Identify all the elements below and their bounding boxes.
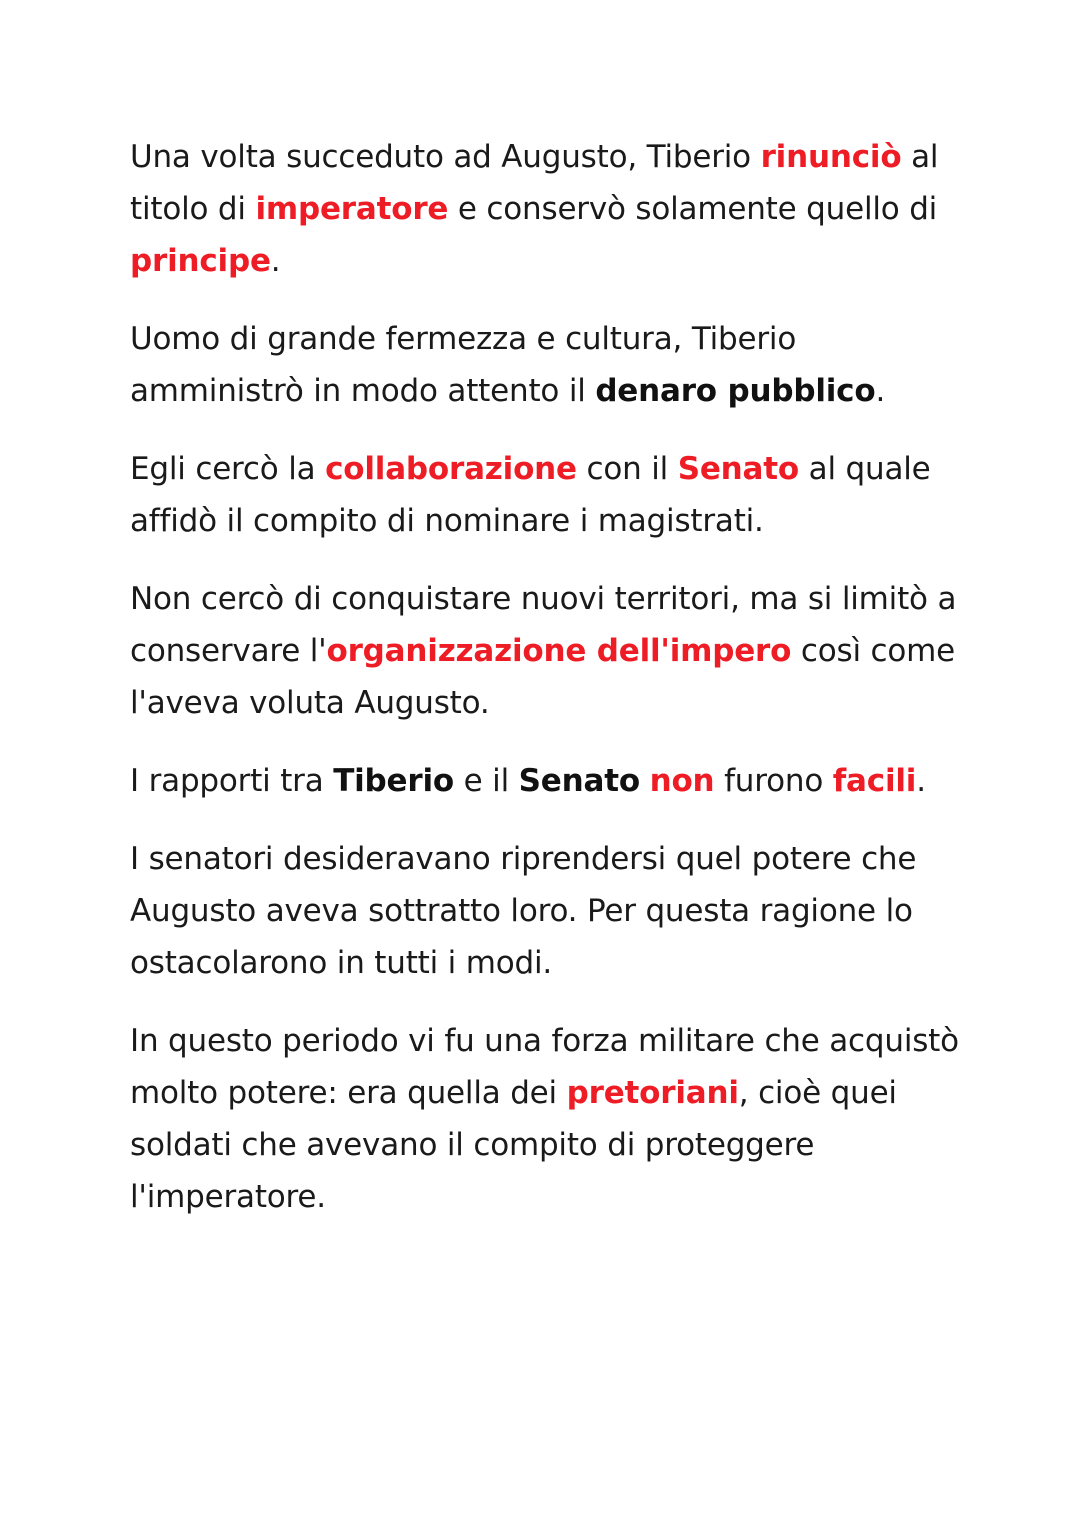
highlight-keyword: principe (130, 243, 271, 279)
highlight-keyword: imperatore (255, 191, 449, 227)
paragraph-4 (130, 573, 960, 729)
text-run: I senatori desideravano riprendersi quel potere che Augusto aveva sottratto loro. Per questa ragione lo ostacolarono in tutti i modi. (130, 841, 917, 981)
document-body (130, 131, 960, 1249)
paragraph-7 (130, 1015, 960, 1223)
highlight-keyword: rinunciò (760, 139, 902, 175)
paragraph-3 (130, 443, 960, 547)
text-run: In questo periodo vi fu una forza militare che acquistò molto potere: era quella dei (130, 1023, 959, 1111)
paragraph-5 (130, 755, 960, 807)
bold-keyword: denaro pubblico (595, 373, 876, 409)
bold-keyword: Senato (518, 763, 640, 799)
text-run: Uomo di grande fermezza e cultura, Tiberio amministrò in modo attento il (130, 321, 797, 409)
highlight-keyword: organizzazione dell'impero (326, 633, 792, 669)
highlight-keyword: facili (832, 763, 917, 799)
text-run: furono (714, 763, 833, 799)
paragraph-2 (130, 313, 960, 417)
text-run: . (875, 373, 886, 409)
paragraph-1 (130, 131, 960, 287)
text-run: al quale affidò il compito di nominare i magistrati. (130, 451, 931, 539)
text-run: e conservò solamente quello di (448, 191, 938, 227)
highlight-keyword: non (649, 763, 715, 799)
text-run: , cioè quei soldati che avevano il compito di proteggere l'imperatore. (130, 1075, 897, 1215)
text-run: Non cercò di conquistare nuovi territori, ma si limitò a conservare l' (130, 581, 957, 669)
text-run: . (270, 243, 281, 279)
text-run: I rapporti tra (130, 763, 334, 799)
paragraph-6 (130, 833, 960, 989)
text-run: e il (454, 763, 519, 799)
text-run: così come l'aveva voluta Augusto. (130, 633, 956, 721)
text-run: Egli cercò la (130, 451, 326, 487)
text-run: al titolo di (130, 139, 939, 227)
text-run: . (916, 763, 926, 799)
bold-keyword: Tiberio (333, 763, 454, 799)
highlight-keyword: pretoriani (566, 1075, 739, 1111)
text-run: Una volta succeduto ad Augusto, Tiberio (130, 139, 761, 175)
highlight-keyword: collaborazione (325, 451, 577, 487)
highlight-keyword: Senato (677, 451, 799, 487)
text-run (640, 763, 650, 799)
text-run: con il (576, 451, 678, 487)
